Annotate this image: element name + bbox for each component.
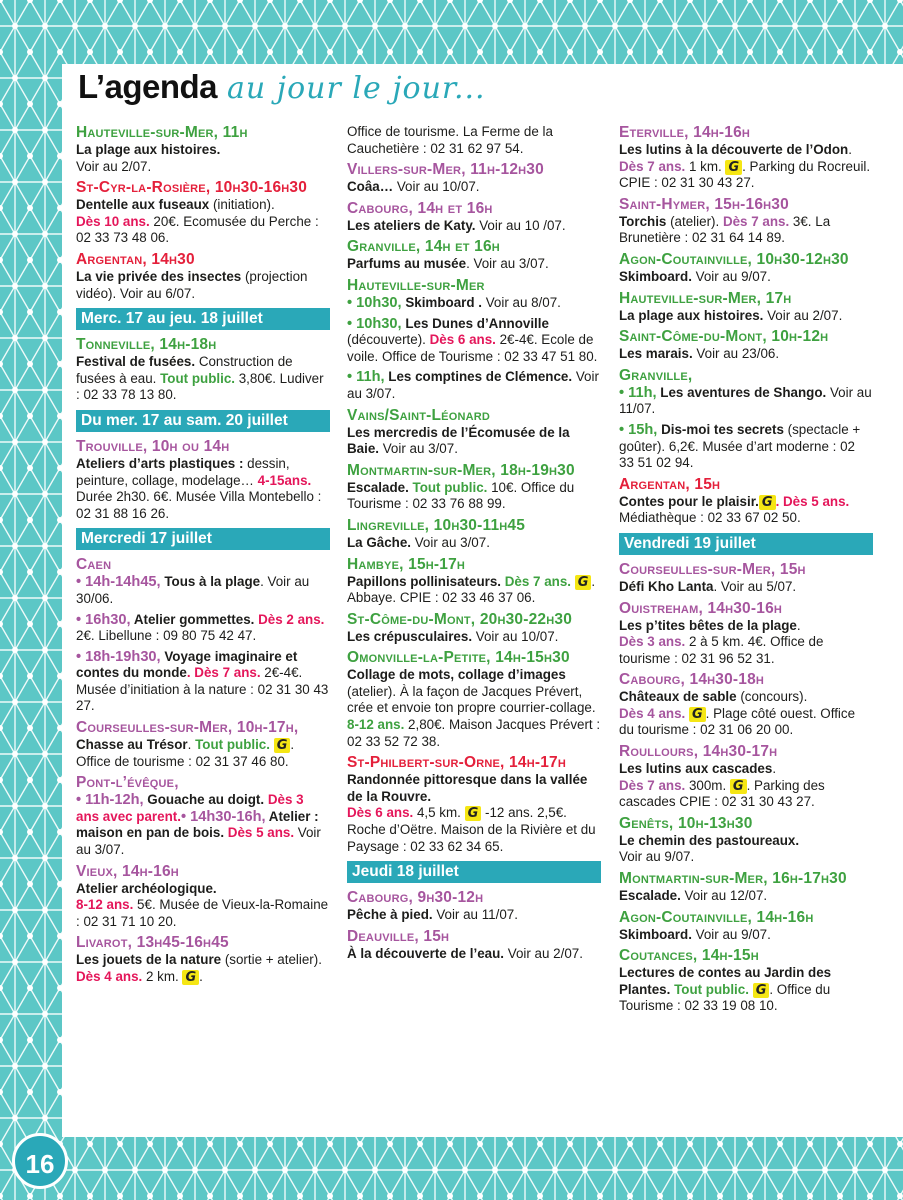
event-place: Montmartin-sur-Mer, 18h-19h30 bbox=[347, 461, 575, 479]
event-info: Voir au 11/07. bbox=[432, 907, 518, 923]
event-title: Les crépusculaires. bbox=[347, 628, 473, 644]
page-title: L’agenda bbox=[78, 68, 218, 105]
event-title: Ateliers d’arts plastiques : bbox=[76, 455, 244, 471]
event-info: Durée 2h30. 6€. Musée Villa Montebello : 02 31 88 16 26. bbox=[76, 489, 322, 521]
event-title: Randonnée pittoresque dans la vallée de la Rouvre. bbox=[347, 772, 588, 804]
event-title: La vie privée des insectes bbox=[76, 268, 242, 284]
event-info: Voir au 10/07. bbox=[393, 179, 480, 195]
event-title: Les aventures de Shango. bbox=[656, 384, 827, 400]
event-age: Dès 4 ans. bbox=[619, 705, 686, 721]
event-time: • 11h, bbox=[347, 369, 385, 386]
event-time: • 16h30, bbox=[76, 611, 131, 628]
event-info: Voir au 3/07. bbox=[411, 534, 490, 550]
event-entry bbox=[619, 290, 873, 325]
event-place: Trouville, 10h ou 14h bbox=[76, 437, 230, 455]
event-title: Les ateliers de Katy. bbox=[347, 217, 476, 233]
event-place: Hauteville-sur-Mer bbox=[347, 276, 485, 294]
event-time: • 15h, bbox=[619, 421, 658, 438]
event-place: Agon-Coutainville, 14h-16h bbox=[619, 908, 814, 926]
event-title: Les p’tites bêtes de la plage bbox=[619, 617, 797, 633]
event-entry bbox=[619, 947, 873, 1015]
event-place: Vains/Saint-Léonard bbox=[347, 406, 491, 424]
event-info: (projection vidéo). Voir au 6/07. bbox=[76, 268, 308, 301]
event-place: Villers-sur-Mer, 11h-12h30 bbox=[347, 161, 544, 179]
event-title: Pêche à pied. bbox=[347, 907, 433, 923]
event-info: 300m. bbox=[685, 777, 730, 793]
event-entry bbox=[619, 124, 873, 192]
event-title: Skimboard. bbox=[619, 268, 692, 284]
event-place: Caen bbox=[76, 556, 112, 574]
g-badge-icon: G bbox=[575, 575, 592, 590]
event-entry bbox=[619, 328, 873, 363]
event-place: St-Philbert-sur-Orne, 14h-17h bbox=[347, 754, 566, 772]
event-title: Chasse au Trésor bbox=[76, 737, 188, 753]
event-place: Omonville-la-Petite, 14h-15h30 bbox=[347, 649, 570, 667]
event-title: Le chemin des pastoureaux. bbox=[619, 832, 800, 848]
g-badge-icon: G bbox=[465, 806, 482, 821]
event-title: Escalade. bbox=[619, 888, 681, 904]
event-place: St-Côme-du-Mont, 20h30-22h30 bbox=[347, 610, 573, 628]
event-age: 8-12 ans. bbox=[76, 897, 134, 913]
event-entry bbox=[619, 743, 873, 811]
event-title: Collage de mots, collage d’images bbox=[347, 667, 566, 683]
event-title: Festival de fusées. bbox=[76, 354, 196, 370]
event-info: . Voir au 3/07. bbox=[466, 256, 549, 272]
event-entry bbox=[76, 863, 330, 931]
page-header bbox=[78, 68, 486, 120]
event-sub bbox=[76, 649, 330, 715]
event-entry bbox=[76, 934, 330, 985]
event-entry bbox=[76, 336, 330, 404]
event-info: 3,80€. Ludiver : 02 33 78 13 80. bbox=[76, 370, 324, 403]
page-number: 16 bbox=[12, 1133, 68, 1189]
event-place: Roullours, 14h30-17h bbox=[619, 743, 778, 761]
event-sub bbox=[619, 385, 873, 418]
event-entry bbox=[347, 517, 601, 552]
event-sub bbox=[76, 612, 330, 645]
page-subtitle: au jour le jour... bbox=[227, 71, 486, 106]
event-entry bbox=[347, 161, 601, 196]
event-info: Voir au 2/07. bbox=[76, 158, 152, 174]
event-place: Saint-Côme-du-Mont, 10h-12h bbox=[619, 328, 829, 346]
event-info: Voir au 8/07. bbox=[481, 294, 561, 310]
event-title: Dis-moi tes secrets bbox=[657, 421, 784, 437]
event-info: . Abbaye. CPIE : 02 33 46 37 06. bbox=[347, 573, 596, 606]
event-info: (sortie + atelier). bbox=[221, 952, 322, 968]
event-entry bbox=[619, 600, 873, 668]
event-info: Voir au 3/07. bbox=[76, 825, 321, 858]
event-entry bbox=[347, 200, 601, 235]
event-place: Vieux, 14h-16h bbox=[76, 862, 179, 880]
event-place: Lingreville, 10h30-11h45 bbox=[347, 516, 526, 534]
g-badge-icon: G bbox=[730, 779, 747, 794]
event-tout-public: Tout public. bbox=[670, 981, 749, 997]
event-place: Pont-l’évêque, bbox=[76, 774, 179, 792]
event-entry bbox=[619, 870, 873, 905]
event-info: Office de tourisme. La Ferme de la Cauchetière : 02 31 62 97 54. bbox=[347, 124, 553, 156]
event-age: Dès 10 ans. bbox=[76, 213, 150, 229]
event-entry bbox=[619, 815, 873, 866]
event-info: . Parking du Rocreuil. CPIE : 02 31 30 43 27. bbox=[619, 158, 871, 191]
event-entry bbox=[76, 719, 330, 770]
event-info: 5€. Musée de Vieux-la-Romaine : 02 31 71 10 20. bbox=[76, 897, 329, 929]
event-entry bbox=[347, 124, 601, 157]
event-place: Livarot, 13h45-16h45 bbox=[76, 934, 229, 952]
event-title: Skimboard . bbox=[401, 294, 482, 310]
event-info: (initiation). bbox=[209, 197, 275, 213]
event-sub bbox=[347, 369, 601, 402]
event-info: (atelier). À la façon de Jacques Prévert, crée et envoie ton propre courrier-collage. bbox=[347, 683, 596, 716]
g-badge-icon: G bbox=[274, 738, 291, 753]
event-age: Dès 2 ans. bbox=[254, 611, 325, 627]
event-info: 1 km. bbox=[685, 158, 726, 174]
event-title: La plage aux histoires. bbox=[76, 142, 221, 157]
event-place: Argentan, 14h30 bbox=[76, 250, 195, 268]
date-band: Vendredi 19 juillet bbox=[619, 533, 873, 555]
event-title: Contes pour le plaisir. bbox=[619, 493, 759, 509]
event-title: Escalade. bbox=[347, 479, 409, 495]
event-info: . bbox=[199, 969, 203, 984]
event-info: 2€-4€. Musée d’initiation à la nature : 02 31 30 43 27. bbox=[76, 665, 329, 714]
event-place: Hauteville-sur-Mer, 17h bbox=[619, 289, 792, 307]
event-age: . Dès 5 ans. bbox=[775, 493, 850, 509]
event-info: (concours). bbox=[736, 689, 808, 705]
event-sub bbox=[619, 422, 873, 472]
event-tout-public: Tout public. bbox=[195, 737, 270, 753]
event-title: Dentelle aux fuseaux bbox=[76, 197, 210, 213]
event-place: Coutances, 14h-15h bbox=[619, 947, 759, 965]
event-info: . Parking des cascades CPIE : 02 31 30 43 27. bbox=[619, 777, 825, 810]
event-place: St-Cyr-la-Rosière, 10h30-16h30 bbox=[76, 179, 308, 197]
event-entry bbox=[76, 179, 330, 247]
event-info: 2 à 5 km. 4€. Office de tourisme : 02 31 96 52 31. bbox=[619, 634, 824, 666]
event-time: • 11h-12h, bbox=[76, 792, 144, 809]
date-band: Merc. 17 au jeu. 18 juillet bbox=[76, 308, 330, 330]
event-title: Torchis bbox=[619, 213, 667, 229]
event-info: Voir au 9/07. bbox=[691, 268, 771, 284]
event-info: . Voir au 5/07. bbox=[713, 578, 797, 594]
event-info: Voir au 10 /07. bbox=[475, 217, 566, 233]
event-title: Gouache au doigt. bbox=[143, 792, 265, 808]
event-time: • 10h30, bbox=[347, 315, 402, 332]
event-info: dessin, peinture, collage, modelage… bbox=[76, 455, 290, 488]
event-place: Ouistreham, 14h30-16h bbox=[619, 599, 783, 617]
event-info: Voir au 3/07. bbox=[379, 441, 458, 457]
event-info: (spectacle + goûter). 6,2€. Musée d’art moderne : 02 33 51 02 94. bbox=[619, 421, 861, 471]
event-place: Courseulles-sur-Mer, 10h-17h, bbox=[76, 719, 299, 737]
event-info: 20€. Ecomusée du Perche : 02 33 73 48 06. bbox=[76, 213, 319, 246]
event-entry bbox=[619, 561, 873, 596]
event-info: (découverte). bbox=[347, 332, 430, 348]
event-time: • 14h-14h45, bbox=[76, 574, 161, 591]
event-age: Dès 3 ans avec parent. bbox=[76, 792, 304, 824]
event-entry bbox=[76, 251, 330, 302]
event-info: Voir au 23/06. bbox=[692, 346, 780, 362]
g-badge-icon: G bbox=[753, 983, 770, 998]
date-band: Jeudi 18 juillet bbox=[347, 861, 601, 883]
event-sub bbox=[347, 316, 601, 366]
event-entry bbox=[347, 556, 601, 607]
event-entry bbox=[76, 774, 330, 858]
event-entry bbox=[76, 124, 330, 175]
event-place: Agon-Coutainville, 10h30-12h30 bbox=[619, 250, 849, 268]
event-info: . bbox=[772, 761, 777, 777]
event-info: -12 ans. 2,5€. Roche d’Oëtre. Maison de la Rivière et du Paysage : 02 33 62 34 65. bbox=[347, 805, 596, 854]
event-age: Dès 6 ans. bbox=[429, 332, 496, 348]
event-info: Voir au 9/07. bbox=[619, 849, 695, 865]
event-title: Parfums au musée bbox=[347, 256, 467, 272]
event-title: Lectures de contes au Jardin des Plantes. bbox=[619, 965, 832, 997]
event-title: Skimboard. bbox=[619, 926, 692, 942]
event-tout-public: Tout public. bbox=[408, 479, 488, 495]
column-1 bbox=[76, 124, 330, 990]
event-info: Voir au 3/07. bbox=[347, 369, 599, 401]
column-3 bbox=[619, 124, 873, 1019]
event-title: Coâa… bbox=[347, 179, 394, 195]
event-age: Dès 6 ans. bbox=[347, 805, 414, 821]
event-age: 4-15ans. bbox=[257, 472, 312, 488]
event-title: La plage aux histoires. bbox=[619, 307, 764, 323]
event-info: 2,80€. Maison Jacques Prévert : 02 33 52 72 38. bbox=[347, 717, 601, 749]
event-entry bbox=[619, 196, 873, 247]
event-place: Eterville, 14h-16h bbox=[619, 124, 751, 141]
event-info: 10€. Office du Tourisme : 02 33 76 88 99. bbox=[347, 479, 575, 512]
event-title: Les marais. bbox=[619, 346, 693, 362]
event-title: Les comptines de Clémence. bbox=[384, 369, 573, 385]
event-title: Papillons pollinisateurs. bbox=[347, 573, 502, 589]
event-entry bbox=[347, 462, 601, 513]
event-info: 3€. La Brunetière : 02 31 64 14 89. bbox=[619, 213, 831, 246]
event-info: . Office du Tourisme : 02 33 19 08 10. bbox=[619, 981, 831, 1014]
event-info: Voir au 2/07. bbox=[504, 945, 583, 961]
event-place: Argentan, 15h bbox=[619, 475, 721, 493]
event-info: Voir au 10/07. bbox=[472, 628, 559, 644]
event-info: . bbox=[796, 617, 801, 633]
event-entry bbox=[619, 909, 873, 944]
event-info: . Voir au 30/06. bbox=[76, 574, 310, 606]
event-title: Les lutins à la découverte de l’Odon bbox=[619, 142, 849, 157]
g-badge-icon: G bbox=[759, 495, 776, 510]
event-place: Montmartin-sur-Mer, 16h-17h30 bbox=[619, 870, 847, 888]
column-2 bbox=[347, 124, 601, 966]
event-entry bbox=[619, 671, 873, 739]
event-title: Atelier : maison en pan de bois. bbox=[76, 808, 319, 841]
event-sub bbox=[347, 295, 601, 312]
event-entry bbox=[347, 611, 601, 646]
event-entry bbox=[347, 649, 601, 750]
event-info: 4,5 km. bbox=[413, 805, 465, 821]
event-title: Tous à la plage bbox=[160, 574, 261, 590]
event-entry bbox=[347, 238, 601, 273]
event-title: Les mercredis de l’Écomusée de la Baie. bbox=[347, 424, 570, 457]
event-title: Châteaux de sable bbox=[619, 689, 737, 705]
g-badge-icon: G bbox=[182, 970, 199, 985]
event-title: Les lutins aux cascades bbox=[619, 761, 773, 777]
event-age: Dès 7 ans. bbox=[722, 213, 790, 229]
event-info: . Plage côté ouest. Office du tourisme : 02 31 06 20 00. bbox=[619, 705, 856, 738]
event-entry bbox=[347, 754, 601, 855]
event-place: Cabourg, 14h30-18h bbox=[619, 671, 765, 689]
event-entry bbox=[619, 367, 873, 472]
event-place: Hauteville-sur-Mer, 11h bbox=[76, 124, 248, 141]
event-age: Dès 7 ans. bbox=[619, 777, 686, 793]
event-entry bbox=[619, 476, 873, 527]
event-sub bbox=[76, 574, 330, 607]
date-band: Du mer. 17 au sam. 20 juillet bbox=[76, 410, 330, 432]
event-entry bbox=[347, 889, 601, 924]
event-info: Voir au 11/07. bbox=[619, 384, 872, 417]
event-title: Atelier archéologique. bbox=[76, 880, 217, 896]
event-info: Voir au 9/07. bbox=[691, 926, 771, 942]
event-entry bbox=[619, 251, 873, 286]
event-title: À la découverte de l’eau. bbox=[347, 945, 505, 961]
event-place: Cabourg, 14h et 16h bbox=[347, 199, 493, 217]
event-time: • 18h-19h30, bbox=[76, 648, 161, 665]
event-info: 2 km. bbox=[142, 969, 183, 984]
event-title: Les jouets de la nature bbox=[76, 952, 222, 968]
event-entry bbox=[76, 438, 330, 522]
event-place: Genêts, 10h-13h30 bbox=[619, 814, 753, 832]
event-info: 2€. Libellune : 09 80 75 42 47. bbox=[76, 628, 257, 644]
event-entry bbox=[347, 928, 601, 963]
event-info: (atelier). bbox=[666, 213, 723, 229]
event-age: . Dès 7 ans. bbox=[186, 665, 261, 681]
event-age: Dès 7 ans. bbox=[501, 573, 571, 589]
event-title: La Gâche. bbox=[347, 534, 412, 550]
event-info: . Office de tourisme : 02 31 37 46 80. bbox=[76, 737, 295, 769]
event-place: Deauville, 15h bbox=[347, 927, 450, 945]
event-place: Cabourg, 9h30-12h bbox=[347, 889, 484, 907]
event-title: Voyage imaginaire et contes du monde bbox=[76, 648, 298, 681]
event-info: . bbox=[187, 737, 196, 753]
g-badge-icon: G bbox=[689, 707, 706, 722]
event-title: Les Dunes d’Annoville bbox=[401, 315, 549, 331]
event-info: 2€-4€. Ecole de voile. Office de Tourisme : 02 33 47 51 80. bbox=[347, 332, 598, 364]
event-info: Voir au 2/07. bbox=[763, 307, 843, 323]
event-entry bbox=[347, 277, 601, 403]
event-title: Atelier gommettes. bbox=[130, 611, 255, 627]
date-band: Mercredi 17 juillet bbox=[76, 528, 330, 550]
event-age: Dès 3 ans. bbox=[619, 634, 686, 650]
event-entry bbox=[76, 556, 330, 715]
event-time: • 10h30, bbox=[347, 294, 402, 311]
event-age: Dès 4 ans. bbox=[76, 969, 143, 984]
event-place: Granville, bbox=[619, 366, 693, 384]
event-time: • 11h, bbox=[619, 384, 657, 401]
event-tout-public: Tout public. bbox=[160, 370, 235, 386]
event-place: Hambye, 15h-17h bbox=[347, 555, 466, 573]
event-place: Saint-Hymer, 15h-16h30 bbox=[619, 195, 789, 213]
event-place: Courseulles-sur-Mer, 15h bbox=[619, 560, 806, 578]
event-info: . bbox=[848, 142, 852, 157]
event-age: Dès 7 ans. bbox=[619, 158, 686, 174]
event-place: Tonneville, 14h-18h bbox=[76, 336, 217, 354]
event-entry bbox=[347, 407, 601, 458]
event-place: Granville, 14h et 16h bbox=[347, 238, 500, 256]
event-title: Défi Kho Lanta bbox=[619, 578, 714, 594]
event-age: 8-12 ans. bbox=[347, 717, 405, 733]
event-info: Construction de fusées à eau. bbox=[76, 354, 293, 386]
event-age: Dès 5 ans. bbox=[224, 825, 295, 841]
event-time: • 14h30-16h, bbox=[180, 808, 266, 825]
event-info: Voir au 12/07. bbox=[680, 888, 768, 904]
event-info: Médiathèque : 02 33 67 02 50. bbox=[619, 510, 801, 526]
g-badge-icon: G bbox=[725, 160, 742, 175]
